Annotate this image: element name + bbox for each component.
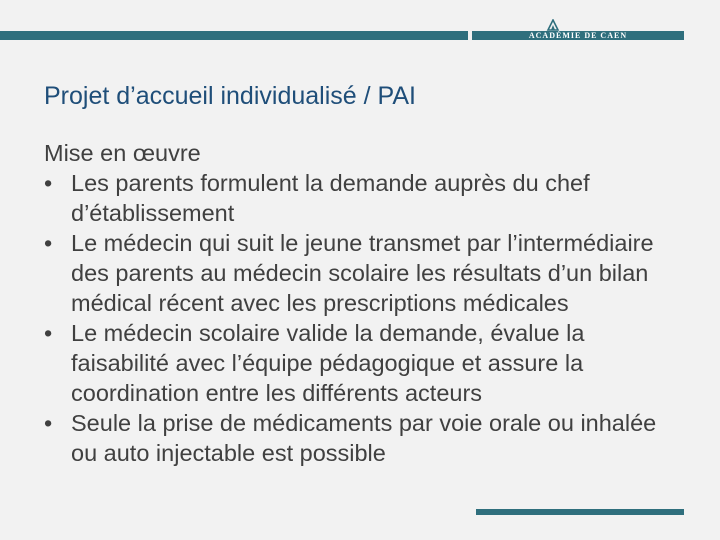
bullet-icon: •: [44, 410, 53, 436]
academie-emblem-icon: [546, 19, 560, 31]
academie-logo-text: ACADÉMIE DE CAEN: [528, 31, 628, 40]
slide-title: Projet d’accueil individualisé / PAI: [44, 82, 416, 110]
intro-text: Mise en œuvre: [44, 140, 201, 166]
bullet-icon: •: [44, 230, 53, 256]
header-band-left: [0, 31, 468, 40]
bullet-icon: •: [44, 320, 53, 346]
bullet-item: [44, 168, 684, 228]
bullet-list: [44, 168, 684, 468]
slide-body: [44, 138, 684, 468]
bullet-item: [44, 228, 684, 318]
bullet-text: Seule la prise de médicaments par voie orale ou inhalée ou auto injectable est possible: [71, 410, 657, 466]
bullet-item: [44, 318, 684, 408]
bullet-text: Les parents formulent la demande auprès du chef d’établissement: [71, 170, 590, 226]
footer-band: [476, 509, 684, 515]
bullet-text: Le médecin qui suit le jeune transmet par l’intermédiaire des parents au médecin scolaire les résultats d’un bilan médical récent avec les prescriptions médicales: [71, 230, 654, 316]
bullet-item: [44, 408, 684, 468]
bullet-text: Le médecin scolaire valide la demande, évalue la faisabilité avec l’équipe pédagogique et assure la coordination entre les différents acteurs: [71, 320, 585, 406]
bullet-icon: •: [44, 170, 53, 196]
